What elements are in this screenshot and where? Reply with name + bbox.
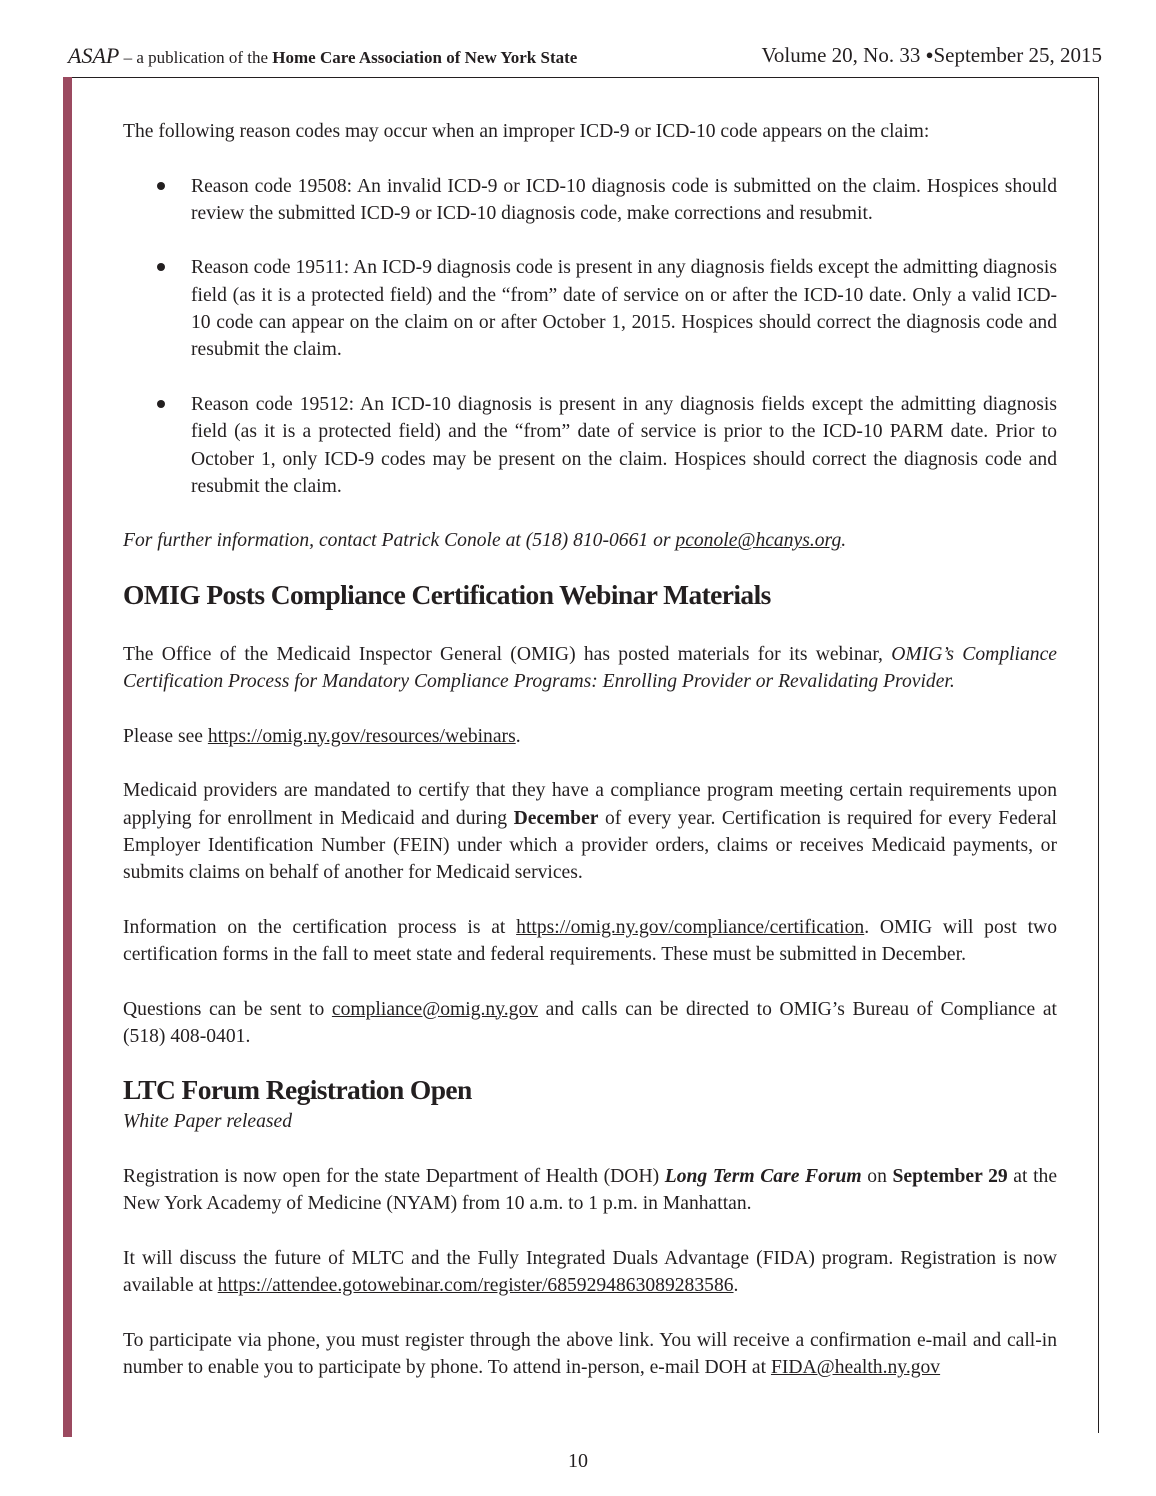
p-end: .: [515, 725, 521, 747]
forum-name: Long Term Care Forum: [664, 1165, 862, 1187]
page-number: 10: [568, 1450, 588, 1472]
article-body: [123, 118, 1057, 1381]
webinar-title: OMIG’s Compliance Certification Process for Mandatory Compliance Programs: Enrolling Provider or Revalidating Provider.: [123, 643, 1057, 693]
bullet-separator-icon: ●: [925, 47, 934, 62]
header-rule: [63, 77, 1099, 78]
contact-info: [123, 527, 1057, 554]
issue-volume: Volume 20, No. 33: [761, 43, 921, 67]
running-header-left: [68, 43, 577, 69]
running-header-right: [761, 43, 1102, 68]
ltc-section-subtitle: White Paper released: [123, 1111, 293, 1133]
contact-end: .: [841, 530, 847, 552]
list-item-text: Reason code 19511: An ICD-9 diagnosis code is present in any diagnosis fields except the admitting diagnosis field (as it is a protected field) and the “from” date of service on or after the ICD-10 date. Only a valid ICD-10 code can appear on the claim on or after October 1, 2015. Hospices should correct the diagnosis code and resubmit the claim.: [191, 257, 1057, 361]
list-item-text: Reason code 19512: An ICD-10 diagnosis is present in any diagnosis fields except the admitting diagnosis field (as it is a protected field) and the “from” date of service is prior to the ICD-10 PARM date. Prior to October 1, only ICD-9 codes may be present on the claim. Hospices should correct the diagnosis code and resubmit the claim.: [191, 393, 1057, 497]
p-text: at the New York Academy of Medicine (NYAM) from 10 a.m. to 1 p.m. in Manhattan.: [123, 1165, 1058, 1215]
accent-bar: [63, 77, 72, 1437]
webinars-link[interactable]: https://omig.ny.gov/resources/webinars: [207, 725, 516, 747]
p-text: . OMIG will post two certification forms in the fall to meet state and federal requirements. These must be submitted in December.: [123, 916, 1058, 966]
issue-date: September 25, 2015: [933, 43, 1102, 67]
certification-link[interactable]: https://omig.ny.gov/compliance/certification: [516, 916, 865, 938]
p-text: To participate via phone, you must register through the above link. You will receive a confirmation e-mail and call-in number to enable you to participate by phone. To attend in-person, e-mail DOH at: [123, 1329, 1057, 1378]
contact-email-link[interactable]: pconole@hcanys.org: [675, 530, 842, 552]
omig-paragraph-5: [123, 996, 1057, 1051]
forum-date: September 29: [892, 1165, 1008, 1187]
p-text: It will discuss the future of MLTC and the Fully Integrated Duals Advantage (FIDA) program. Registration is now available at: [123, 1247, 1057, 1296]
omig-paragraph-2: [123, 723, 1057, 750]
omig-paragraph-3: [123, 777, 1057, 886]
p-text: on: [861, 1165, 893, 1187]
list-item-text: Reason code 19508: An invalid ICD-9 or ICD-10 diagnosis code is submitted on the claim. Hospices should review the submitted ICD-9 or ICD-10 diagnosis code, make corrections and resubmit.: [191, 175, 1057, 224]
omig-paragraph-4: [123, 914, 1057, 969]
omig-section-title: OMIG Posts Compliance Certification Webinar Materials: [123, 578, 771, 610]
list-item: [123, 254, 1057, 363]
omig-paragraph-1: [123, 641, 1057, 696]
p-text: Information on the certification process is at: [123, 916, 517, 938]
bold-december: December: [513, 807, 599, 829]
p-text: Questions can be sent to: [123, 998, 332, 1020]
p-text: The Office of the Medicaid Inspector General (OMIG) has posted materials for its webinar,: [123, 643, 892, 665]
p-text: and calls can be directed to OMIG’s Bureau of Compliance at (518) 408-0401.: [123, 998, 1057, 1047]
list-spacer: [123, 227, 1057, 254]
registration-link[interactable]: https://attendee.gotowebinar.com/register/6859294863089283586: [217, 1274, 734, 1296]
p-text: of every year. Certification is required for every Federal Employer Identification Number (FEIN) under which a provider orders, claims or receives Medicaid payments, or submits claims on behalf of another for Medicaid services.: [123, 807, 1058, 884]
bullet-icon: [157, 400, 165, 408]
reason-codes-list: [123, 173, 1057, 501]
bullet-icon: [157, 263, 165, 271]
publication-name: ASAP: [68, 43, 120, 68]
header-tagline: – a publication of the: [119, 48, 273, 67]
ltc-paragraph-2: [123, 1245, 1057, 1300]
ltc-paragraph-1: [123, 1163, 1057, 1218]
list-item: [123, 391, 1057, 500]
compliance-email-link[interactable]: compliance@omig.ny.gov: [331, 998, 539, 1020]
p-text: Please see: [123, 725, 208, 747]
reason-codes-intro: The following reason codes may occur when an improper ICD-9 or ICD-10 code appears on the claim:: [123, 121, 930, 142]
right-border-rule: [1098, 77, 1099, 1433]
bullet-icon: [157, 182, 165, 190]
list-item: [123, 173, 1057, 228]
p-text: Medicaid providers are mandated to certify that they have a compliance program meeting certain requirements upon applying for enrollment in Medicaid and during: [123, 780, 1057, 829]
fida-email-link[interactable]: FIDA@health.ny.gov: [770, 1356, 941, 1378]
p-end: .: [733, 1274, 739, 1296]
ltc-paragraph-3: [123, 1327, 1057, 1382]
contact-text: For further information, contact Patrick Conole at (518) 810-0661 or: [123, 530, 676, 552]
organization-name: Home Care Association of New York State: [272, 48, 578, 67]
list-spacer: [123, 364, 1057, 391]
ltc-section-title: LTC Forum Registration Open: [123, 1074, 472, 1106]
p-text: Registration is now open for the state Department of Health (DOH): [123, 1165, 665, 1187]
